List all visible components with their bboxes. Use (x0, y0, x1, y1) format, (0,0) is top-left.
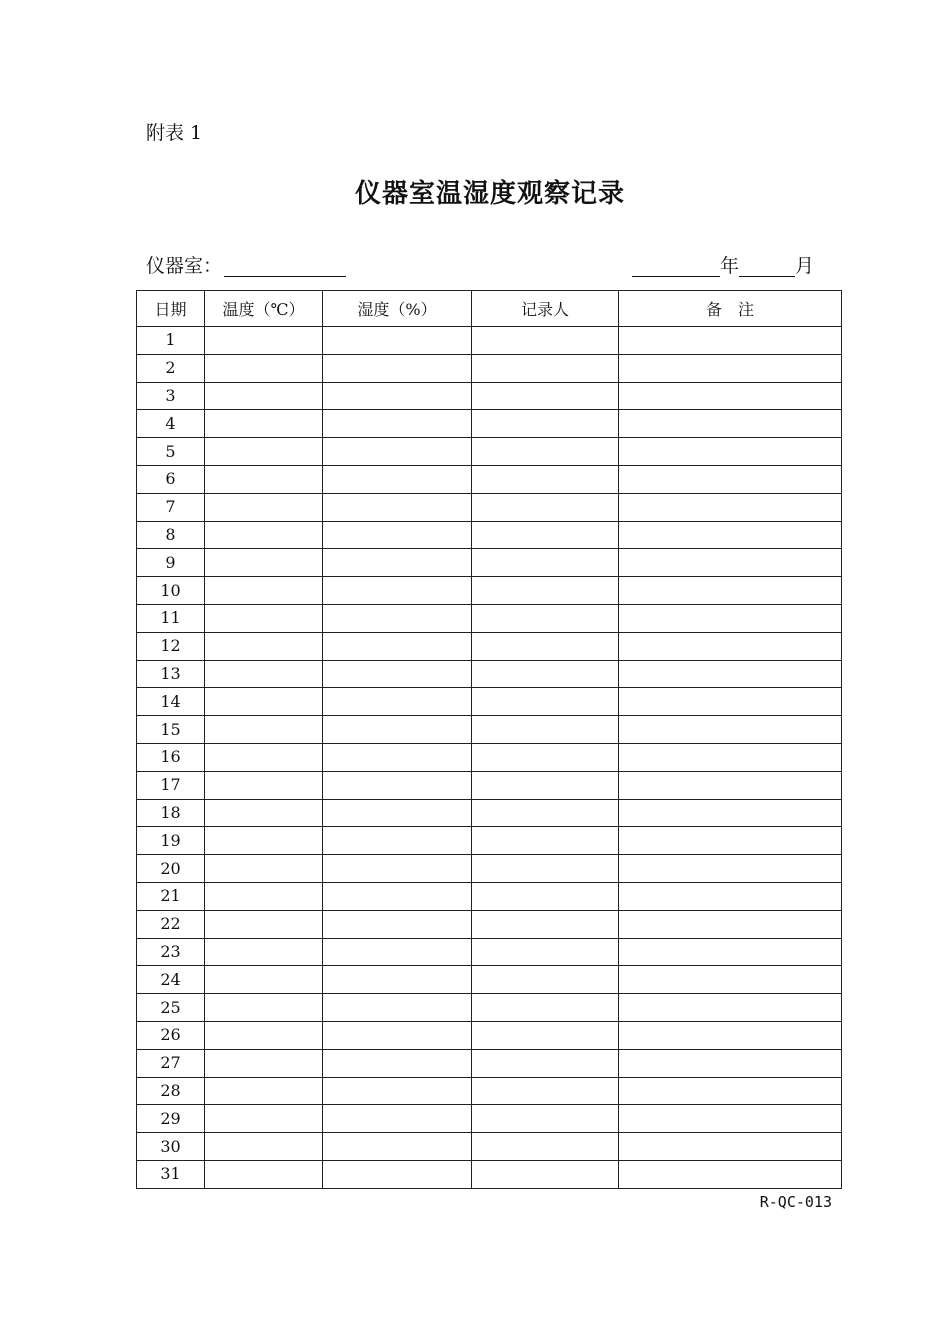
year-blank[interactable] (632, 254, 720, 277)
table-row (137, 410, 842, 438)
year-label: 年 (719, 255, 739, 277)
table-row (137, 354, 842, 382)
temperature-cell[interactable] (205, 688, 323, 716)
record-table (136, 290, 842, 1189)
recorder-cell[interactable] (472, 799, 619, 827)
date-field (632, 252, 814, 280)
recorder-cell[interactable] (472, 938, 619, 966)
temperature-cell[interactable] (205, 632, 323, 660)
humidity-cell[interactable] (323, 1077, 472, 1105)
recorder-cell[interactable] (472, 577, 619, 605)
humidity-cell[interactable] (323, 493, 472, 521)
day-cell: 9 (137, 549, 205, 577)
remarks-cell[interactable] (619, 855, 842, 883)
day-cell: 30 (137, 1133, 205, 1161)
table-row (137, 493, 842, 521)
temperature-cell[interactable] (205, 604, 323, 632)
temperature-cell[interactable] (205, 1133, 323, 1161)
temperature-cell[interactable] (205, 438, 323, 466)
month-blank[interactable] (739, 254, 795, 277)
header-remarks: 备 注 (619, 291, 842, 327)
day-cell: 29 (137, 1105, 205, 1133)
day-cell: 21 (137, 882, 205, 910)
humidity-cell[interactable] (323, 966, 472, 994)
temperature-cell[interactable] (205, 716, 323, 744)
temperature-cell[interactable] (205, 1160, 323, 1188)
remarks-cell[interactable] (619, 493, 842, 521)
day-cell: 8 (137, 521, 205, 549)
recorder-cell[interactable] (472, 688, 619, 716)
table-row (137, 882, 842, 910)
recorder-cell[interactable] (472, 882, 619, 910)
table-row (137, 577, 842, 605)
temperature-cell[interactable] (205, 882, 323, 910)
recorder-cell[interactable] (472, 716, 619, 744)
humidity-cell[interactable] (323, 1105, 472, 1133)
remarks-cell[interactable] (619, 771, 842, 799)
table-row (137, 1049, 842, 1077)
recorder-cell[interactable] (472, 327, 619, 355)
table-row (137, 966, 842, 994)
recorder-cell[interactable] (472, 743, 619, 771)
room-field (146, 252, 346, 280)
remarks-cell[interactable] (619, 716, 842, 744)
day-cell: 28 (137, 1077, 205, 1105)
day-cell: 10 (137, 577, 205, 605)
table-row (137, 938, 842, 966)
temperature-cell[interactable] (205, 410, 323, 438)
recorder-cell[interactable] (472, 521, 619, 549)
remarks-cell[interactable] (619, 743, 842, 771)
humidity-cell[interactable] (323, 327, 472, 355)
humidity-cell[interactable] (323, 1021, 472, 1049)
remarks-cell[interactable] (619, 1133, 842, 1161)
table-row (137, 1105, 842, 1133)
table-row (137, 438, 842, 466)
humidity-cell[interactable] (323, 1133, 472, 1161)
remarks-cell[interactable] (619, 438, 842, 466)
humidity-cell[interactable] (323, 994, 472, 1022)
day-cell: 31 (137, 1160, 205, 1188)
day-cell: 22 (137, 910, 205, 938)
temperature-cell[interactable] (205, 743, 323, 771)
table-row (137, 688, 842, 716)
humidity-cell[interactable] (323, 827, 472, 855)
remarks-cell[interactable] (619, 966, 842, 994)
temperature-cell[interactable] (205, 382, 323, 410)
table-row (137, 1133, 842, 1161)
temperature-cell[interactable] (205, 1021, 323, 1049)
day-cell: 14 (137, 688, 205, 716)
humidity-cell[interactable] (323, 799, 472, 827)
humidity-cell[interactable] (323, 938, 472, 966)
appendix-label: 附表 1 (146, 122, 203, 144)
day-cell: 15 (137, 716, 205, 744)
temperature-cell[interactable] (205, 827, 323, 855)
humidity-cell[interactable] (323, 1049, 472, 1077)
table-row (137, 827, 842, 855)
temperature-cell[interactable] (205, 465, 323, 493)
header-temperature: 温度（℃） (205, 291, 323, 327)
recorder-cell[interactable] (472, 382, 619, 410)
header-recorder: 记录人 (472, 291, 619, 327)
table-row (137, 382, 842, 410)
recorder-cell[interactable] (472, 1021, 619, 1049)
month-label: 月 (794, 255, 814, 277)
remarks-cell[interactable] (619, 549, 842, 577)
table-row (137, 994, 842, 1022)
recorder-cell[interactable] (472, 604, 619, 632)
recorder-cell[interactable] (472, 465, 619, 493)
temperature-cell[interactable] (205, 771, 323, 799)
temperature-cell[interactable] (205, 577, 323, 605)
remarks-cell[interactable] (619, 688, 842, 716)
table-row (137, 799, 842, 827)
day-cell: 27 (137, 1049, 205, 1077)
remarks-cell[interactable] (619, 521, 842, 549)
room-label: 仪器室： (146, 255, 223, 277)
humidity-cell[interactable] (323, 771, 472, 799)
humidity-cell[interactable] (323, 743, 472, 771)
remarks-cell[interactable] (619, 604, 842, 632)
humidity-cell[interactable] (323, 882, 472, 910)
form-code: R-QC-013 (759, 1193, 832, 1211)
humidity-cell[interactable] (323, 354, 472, 382)
day-cell: 1 (137, 327, 205, 355)
table-row (137, 604, 842, 632)
day-cell: 13 (137, 660, 205, 688)
remarks-cell[interactable] (619, 354, 842, 382)
humidity-cell[interactable] (323, 438, 472, 466)
day-cell: 2 (137, 354, 205, 382)
day-cell: 7 (137, 493, 205, 521)
remarks-cell[interactable] (619, 1160, 842, 1188)
humidity-cell[interactable] (323, 632, 472, 660)
recorder-cell[interactable] (472, 438, 619, 466)
humidity-cell[interactable] (323, 577, 472, 605)
remarks-cell[interactable] (619, 1021, 842, 1049)
table-row (137, 716, 842, 744)
day-cell: 6 (137, 465, 205, 493)
temperature-cell[interactable] (205, 1105, 323, 1133)
recorder-cell[interactable] (472, 632, 619, 660)
table-row (137, 521, 842, 549)
remarks-cell[interactable] (619, 938, 842, 966)
day-cell: 25 (137, 994, 205, 1022)
humidity-cell[interactable] (323, 382, 472, 410)
remarks-cell[interactable] (619, 827, 842, 855)
table-row (137, 910, 842, 938)
day-cell: 4 (137, 410, 205, 438)
temperature-cell[interactable] (205, 354, 323, 382)
remarks-cell[interactable] (619, 1105, 842, 1133)
table-row (137, 743, 842, 771)
day-cell: 19 (137, 827, 205, 855)
day-cell: 5 (137, 438, 205, 466)
recorder-cell[interactable] (472, 1105, 619, 1133)
temperature-cell[interactable] (205, 966, 323, 994)
humidity-cell[interactable] (323, 604, 472, 632)
humidity-cell[interactable] (323, 855, 472, 883)
recorder-cell[interactable] (472, 1160, 619, 1188)
humidity-cell[interactable] (323, 410, 472, 438)
remarks-cell[interactable] (619, 882, 842, 910)
day-cell: 12 (137, 632, 205, 660)
remarks-cell[interactable] (619, 1077, 842, 1105)
remarks-cell[interactable] (619, 994, 842, 1022)
day-cell: 3 (137, 382, 205, 410)
table-row (137, 855, 842, 883)
temperature-cell[interactable] (205, 327, 323, 355)
remarks-cell[interactable] (619, 577, 842, 605)
temperature-cell[interactable] (205, 799, 323, 827)
temperature-cell[interactable] (205, 938, 323, 966)
day-cell: 16 (137, 743, 205, 771)
remarks-cell[interactable] (619, 799, 842, 827)
day-cell: 18 (137, 799, 205, 827)
day-cell: 24 (137, 966, 205, 994)
humidity-cell[interactable] (323, 716, 472, 744)
temperature-cell[interactable] (205, 1049, 323, 1077)
recorder-cell[interactable] (472, 1077, 619, 1105)
table-row (137, 549, 842, 577)
table-row (137, 1077, 842, 1105)
table-row (137, 465, 842, 493)
temperature-cell[interactable] (205, 549, 323, 577)
remarks-cell[interactable] (619, 632, 842, 660)
day-cell: 11 (137, 604, 205, 632)
temperature-cell[interactable] (205, 994, 323, 1022)
recorder-cell[interactable] (472, 994, 619, 1022)
humidity-cell[interactable] (323, 521, 472, 549)
temperature-cell[interactable] (205, 493, 323, 521)
temperature-cell[interactable] (205, 855, 323, 883)
humidity-cell[interactable] (323, 1160, 472, 1188)
recorder-cell[interactable] (472, 410, 619, 438)
table-row (137, 632, 842, 660)
humidity-cell[interactable] (323, 688, 472, 716)
table-row (137, 327, 842, 355)
recorder-cell[interactable] (472, 910, 619, 938)
recorder-cell[interactable] (472, 660, 619, 688)
temperature-cell[interactable] (205, 1077, 323, 1105)
day-cell: 17 (137, 771, 205, 799)
recorder-cell[interactable] (472, 1133, 619, 1161)
day-cell: 20 (137, 855, 205, 883)
table-row (137, 771, 842, 799)
recorder-cell[interactable] (472, 493, 619, 521)
table-body (137, 327, 842, 1189)
remarks-cell[interactable] (619, 910, 842, 938)
recorder-cell[interactable] (472, 966, 619, 994)
header-date: 日期 (137, 291, 205, 327)
recorder-cell[interactable] (472, 771, 619, 799)
remarks-cell[interactable] (619, 410, 842, 438)
day-cell: 26 (137, 1021, 205, 1049)
remarks-cell[interactable] (619, 1049, 842, 1077)
remarks-cell[interactable] (619, 465, 842, 493)
temperature-cell[interactable] (205, 910, 323, 938)
room-blank[interactable] (224, 254, 346, 277)
page-title: 仪器室温湿度观察记录 (354, 179, 625, 209)
table-row (137, 1160, 842, 1188)
table-header-row (137, 291, 842, 327)
recorder-cell[interactable] (472, 1049, 619, 1077)
temperature-cell[interactable] (205, 660, 323, 688)
table-row (137, 660, 842, 688)
humidity-cell[interactable] (323, 465, 472, 493)
temperature-cell[interactable] (205, 521, 323, 549)
remarks-cell[interactable] (619, 660, 842, 688)
recorder-cell[interactable] (472, 354, 619, 382)
table-row (137, 1021, 842, 1049)
humidity-cell[interactable] (323, 910, 472, 938)
day-cell: 23 (137, 938, 205, 966)
recorder-cell[interactable] (472, 827, 619, 855)
remarks-cell[interactable] (619, 382, 842, 410)
header-humidity: 湿度（%） (323, 291, 472, 327)
recorder-cell[interactable] (472, 549, 619, 577)
recorder-cell[interactable] (472, 855, 619, 883)
humidity-cell[interactable] (323, 660, 472, 688)
humidity-cell[interactable] (323, 549, 472, 577)
remarks-cell[interactable] (619, 327, 842, 355)
